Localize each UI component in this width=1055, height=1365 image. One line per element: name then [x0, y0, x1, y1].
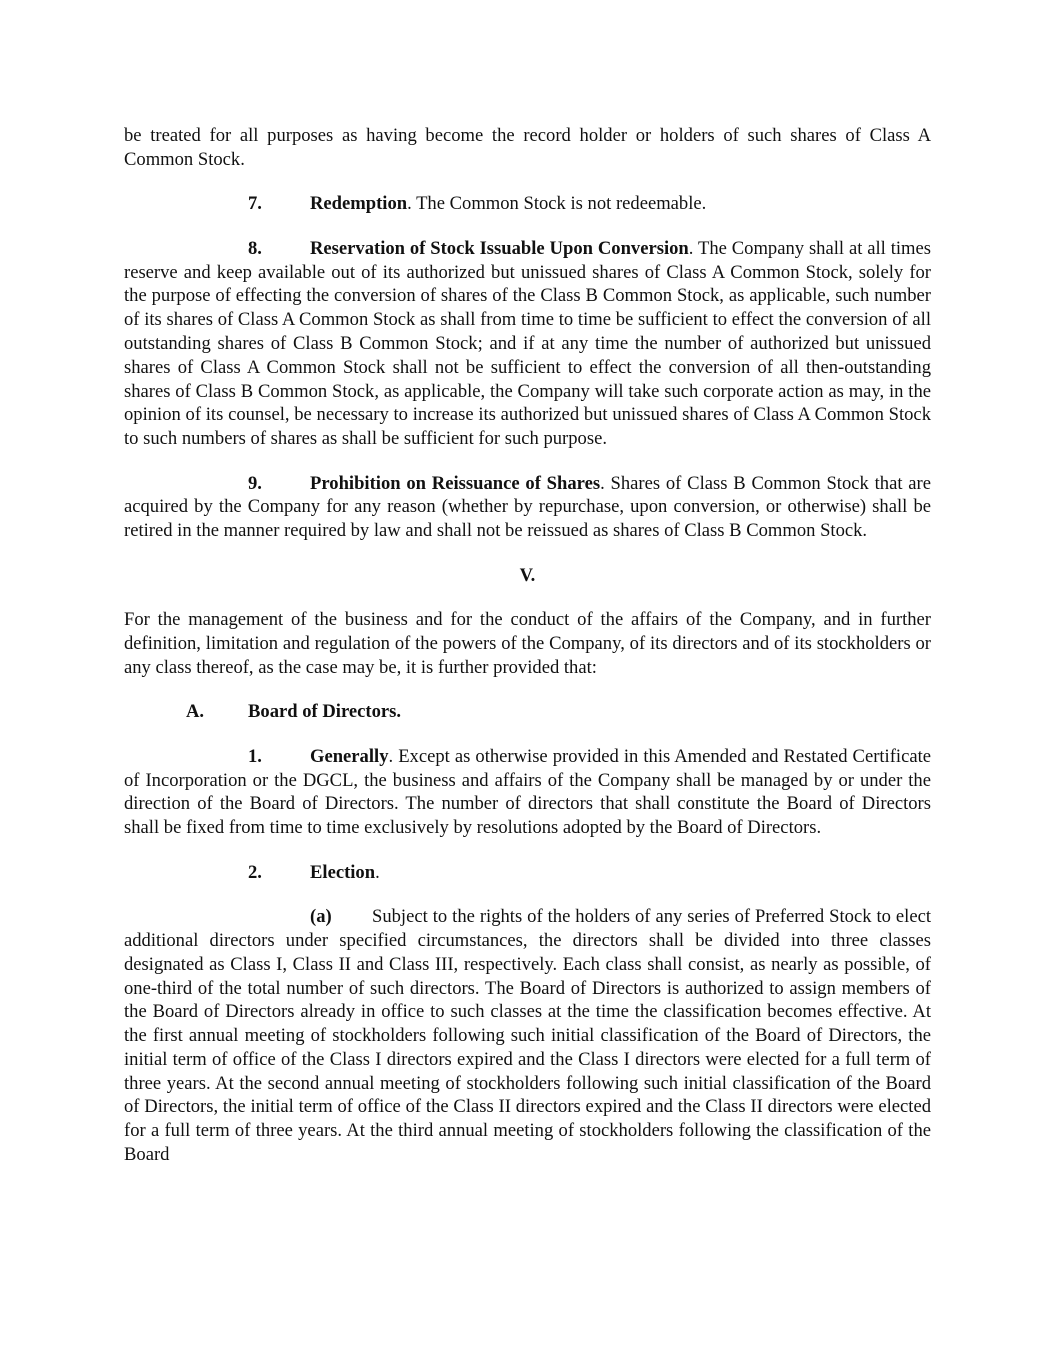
article-heading: V.: [519, 564, 536, 586]
item-a2-election: [124, 861, 931, 885]
item-a2a-number: (a): [310, 906, 332, 928]
item-8-text: . The Company shall at all times reserve and keep available out of its authorized but unissued shares of Class A Common Stock, solely for the purpose of effecting the conversion of shares of the Class B Common Stock, as applicable, such number of its shares of Class A Common Stock as shall from time to time be sufficient to effect the conversion of all outstanding shares of Class B Common Stock; and if at any time the number of authorized but unissued shares of Class A Common Stock shall not be sufficient to effect the conversion of all then-outstanding shares of Class B Common Stock, as applicable, the Company will take such corporate action as may, in the opinion of its counsel, be necessary to increase its authorized but unissued shares of Class A Common Stock to such numbers of shares as shall be sufficient for such purpose.: [124, 237, 931, 450]
item-8-reservation: [124, 237, 931, 451]
item-a2-text: .: [375, 861, 380, 883]
item-9-number: 9.: [248, 472, 262, 494]
article-intro: [124, 608, 931, 679]
item-a2a-text: Subject to the rights of the holders of any series of Preferred Stock to elect additional directors under specified circumstances, the directors shall be divided into three classes designated as Class I, Class II and Class III, respectively. Each class shall consist, as nearly as possible, of one-third of the total number of such directors. The Board of Directors is authorized to assign members of the Board of Directors already in office to such classes at the time the classification becomes effective. At the first annual meeting of stockholders following such initial classification of the Board of Directors, the initial term of office of the Class I directors expired and the Class I directors were elected for a full term of three years. At the second annual meeting of stockholders following such initial classification of the Board of Directors, the initial term of office of the Class II directors expired and the Class II directors were elected for a full term of three years. At the third annual meeting of stockholders following the classification of the Board: [124, 906, 931, 1166]
item-a1-heading: Generally: [310, 745, 389, 767]
item-7-number: 7.: [248, 193, 262, 215]
item-a1-number: 1.: [248, 745, 262, 767]
continued-paragraph-text: be treated for all purposes as having become the record holder or holders of such shares of Class A Common Stock.: [124, 125, 931, 170]
item-a2-number: 2.: [248, 861, 262, 883]
item-a2a-paragraph: [124, 905, 931, 1167]
item-9-text: . Shares of Class B Common Stock that are acquired by the Company for any reason (whether by repurchase, upon conversion, or otherwise) shall be retired in the manner required by law and shall not be reissued as shares of Class B Common Stock.: [124, 472, 931, 542]
continued-paragraph: [124, 124, 931, 172]
page-content: [124, 124, 931, 1188]
item-7-text: . The Common Stock is not redeemable.: [407, 193, 707, 215]
section-a-title: Board of Directors.: [248, 701, 402, 723]
item-a1-generally: [124, 745, 931, 840]
item-8-heading: Reservation of Stock Issuable Upon Conversion: [310, 237, 689, 259]
item-9-prohibition: [124, 472, 931, 543]
item-9-heading: Prohibition on Reissuance of Shares: [310, 472, 601, 494]
item-a1-text: . Except as otherwise provided in this Amended and Restated Certificate of Incorporation or the DGCL, the business and affairs of the Company shall be managed by or under the direction of the Board of Directors. The number of directors that shall constitute the Board of Directors shall be fixed from time to time exclusively by resolutions adopted by the Board of Directors.: [124, 745, 931, 839]
item-7-heading: Redemption: [310, 193, 408, 215]
item-8-number: 8.: [248, 237, 262, 259]
section-a-heading: [124, 700, 931, 724]
item-7-redemption: [124, 192, 931, 216]
section-a-number: A.: [186, 701, 205, 723]
item-a2-heading: Election: [310, 861, 376, 883]
article-intro-text: For the management of the business and for the conduct of the affairs of the Company, and in further definition, limitation and regulation of the powers of the Company, of its directors and of its stockholders or any class thereof, as the case may be, it is further provided that:: [124, 609, 931, 678]
